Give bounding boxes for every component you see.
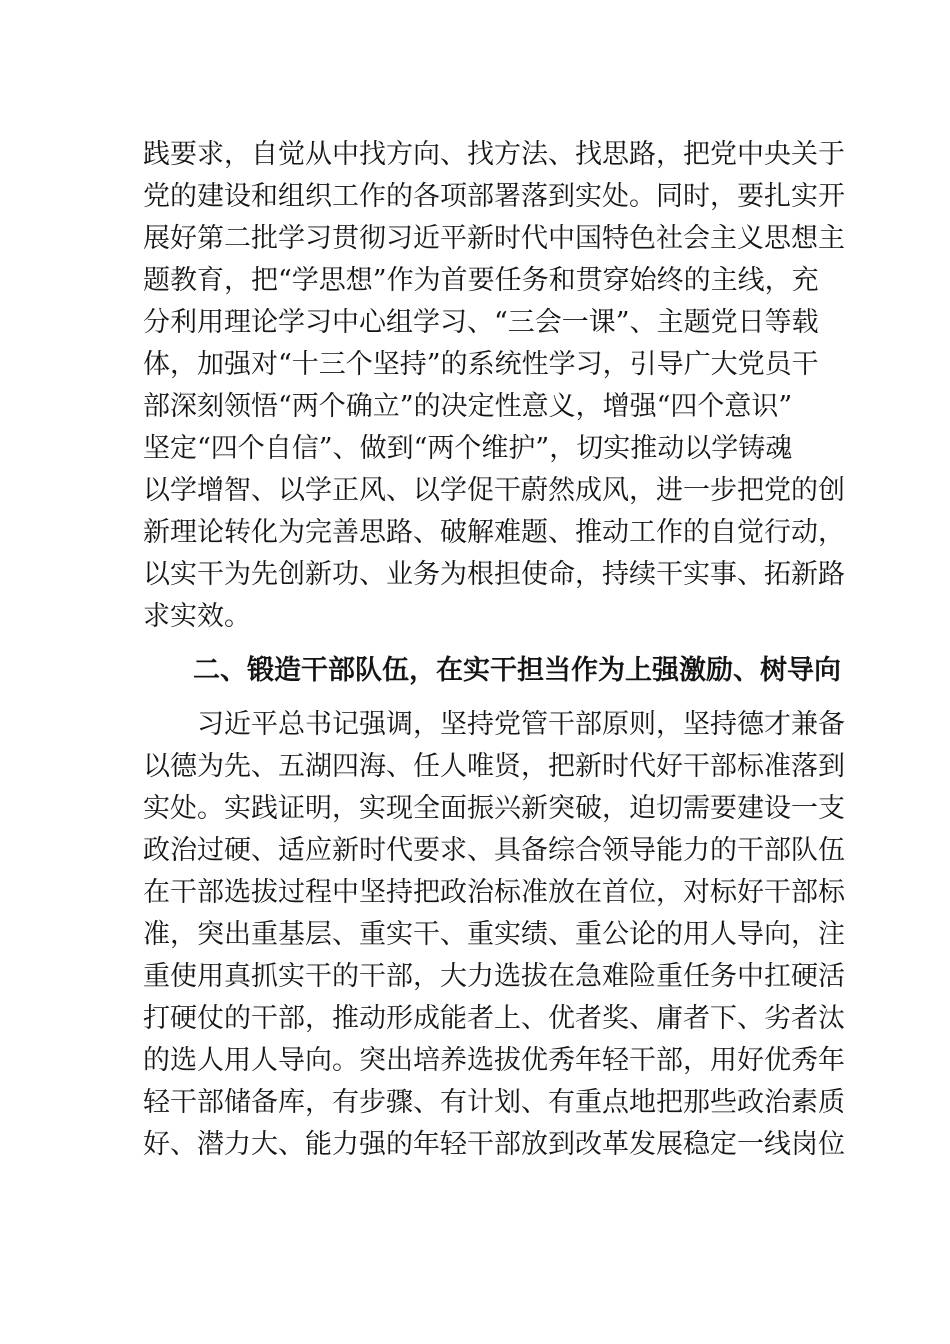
paragraph-2-line: 以德为先、五湖四海、任人唯贤，把新时代好干部标准落到 (143, 751, 845, 782)
paragraph-1-line: 题教育，把“学思想”作为首要任务和贯穿始终的主线，充 (143, 265, 819, 296)
paragraph-1-line: 坚定“四个自信”、做到“两个维护”，切实推动以学铸魂 (143, 433, 793, 464)
paragraph-1-line: 践要求，自觉从中找方向、找方法、找思路，把党中央关于 (143, 139, 845, 170)
paragraph-1-line: 以学增智、以学正风、以学促干蔚然成风，进一步把党的创 (143, 475, 845, 506)
paragraph-2-line: 在干部选拔过程中坚持把政治标准放在首位，对标好干部标 (143, 877, 845, 908)
paragraph-1-line: 党的建设和组织工作的各项部署落到实处。同时，要扎实开 (143, 181, 845, 212)
paragraph-2-line: 打硬仗的干部，推动形成能者上、优者奖、庸者下、劣者汰 (143, 1003, 845, 1034)
paragraph-2-line: 重使用真抓实干的干部，大力选拔在急难险重任务中扛硬活 (143, 961, 845, 992)
paragraph-2-line: 习近平总书记强调，坚持党管干部原则，坚持德才兼备 (197, 709, 845, 740)
paragraph-1-line: 部深刻领悟“两个确立”的决定性意义，增强“四个意识” (143, 391, 793, 422)
paragraph-2-line: 好、潜力大、能力强的年轻干部放到改革发展稳定一线岗位 (143, 1129, 845, 1160)
section-heading: 二、锻造干部队伍，在实干担当作为上强激励、树导向 (193, 655, 841, 686)
paragraph-2-line: 政治过硬、适应新时代要求、具备综合领导能力的干部队伍 (143, 835, 845, 866)
paragraph-1-line: 体，加强对“十三个坚持”的系统性学习，引导广大党员干 (143, 349, 819, 380)
paragraph-1-line: 以实干为先创新功、业务为根担使命，持续干实事、拓新路 (143, 559, 845, 590)
paragraph-1-line: 新理论转化为完善思路、破解难题、推动工作的自觉行动， (143, 517, 845, 548)
paragraph-1-line: 分利用理论学习中心组学习、“三会一课”、主题党日等载 (143, 307, 819, 338)
paragraph-1-line: 求实效。 (143, 601, 251, 632)
paragraph-2-line: 实处。实践证明，实现全面振兴新突破，迫切需要建设一支 (143, 793, 845, 824)
paragraph-2-line: 轻干部储备库，有步骤、有计划、有重点地把那些政治素质 (143, 1087, 845, 1118)
paragraph-2-line: 的选人用人导向。突出培养选拔优秀年轻干部，用好优秀年 (143, 1045, 845, 1076)
paragraph-1-line: 展好第二批学习贯彻习近平新时代中国特色社会主义思想主 (143, 223, 845, 254)
paragraph-2-line: 准，突出重基层、重实干、重实绩、重公论的用人导向，注 (143, 919, 845, 950)
